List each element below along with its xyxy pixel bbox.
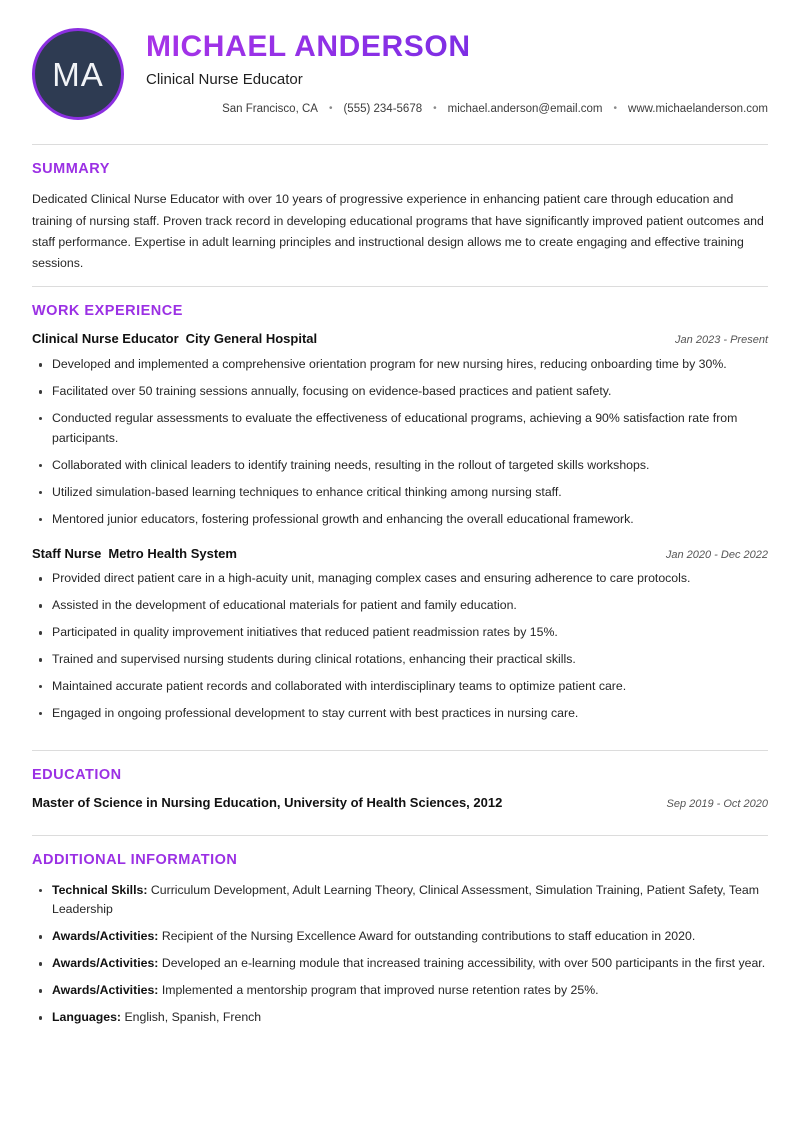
experience-job-title: Staff Nurse — [32, 545, 102, 561]
experience-date: Jan 2023 - Present — [675, 334, 768, 347]
contact-separator-icon: • — [433, 103, 437, 115]
experience-bullet-list — [32, 355, 768, 529]
experience-job-title: Clinical Nurse Educator — [32, 331, 179, 347]
additional-info-value: English, Spanish, French — [124, 1010, 262, 1025]
contact-separator-icon: • — [613, 103, 618, 115]
additional-info-value: Curriculum Development, Adult Learning Theory, Clinical Assessment, Simulation Training, Patient Safety, Team Leadership — [52, 882, 759, 917]
header-job-title: Clinical Nurse Educator — [146, 70, 303, 88]
experience-entry — [32, 331, 768, 529]
experience-entry-titles — [32, 546, 237, 563]
section-divider — [32, 144, 768, 145]
list-item — [32, 927, 768, 947]
list-item: Assisted in the development of educational materials for patient and family education. — [32, 596, 768, 616]
avatar-initials: MA — [52, 55, 104, 93]
section-additional-information — [32, 823, 768, 1028]
experience-entry-header — [32, 331, 768, 348]
list-item: Provided direct patient care in a high-acuity unit, managing complex cases and ensuring adherence to care protocols. — [32, 569, 768, 589]
list-item: Mentored junior educators, fostering professional growth and enhancing the overall educational framework. — [32, 510, 768, 530]
list-item: Trained and supervised nursing students during clinical rotations, enhancing their practical skills. — [32, 650, 768, 670]
list-item — [32, 881, 768, 921]
education-degree: Master of Science in Nursing Education, University of Health Sciences, 2012 — [32, 795, 503, 811]
list-item — [32, 954, 768, 974]
list-item: Facilitated over 50 training sessions annually, focusing on evidence-based practices and patient safety. — [32, 382, 768, 402]
additional-info-label: Awards/Activities: — [52, 956, 159, 971]
additional-info-list — [32, 881, 768, 1028]
section-divider — [32, 286, 768, 287]
additional-info-value: Developed an e-learning module that increased training accessibility, with over 500 participants in the first year. — [161, 956, 766, 971]
page-title: MICHAEL ANDERSON — [146, 30, 768, 64]
additional-info-label: Awards/Activities: — [52, 929, 159, 944]
education-entry-header — [32, 795, 768, 812]
section-education — [32, 738, 768, 812]
list-item: Developed and implemented a comprehensive orientation program for new nursing hires, reducing onboarding time by 30%. — [32, 355, 768, 375]
experience-entry — [32, 546, 768, 724]
contact-email[interactable]: michael.anderson@email.com — [447, 102, 603, 115]
experience-bullet-list — [32, 569, 768, 723]
section-divider — [32, 750, 768, 751]
additional-info-value: Implemented a mentorship program that improved nurse retention rates by 25%. — [161, 983, 599, 998]
section-summary — [32, 132, 768, 274]
experience-entry-header — [32, 546, 768, 563]
list-item: Maintained accurate patient records and collaborated with interdisciplinary teams to optimize patient care. — [32, 677, 768, 697]
list-item: Participated in quality improvement initiatives that reduced patient readmission rates by 15%. — [32, 623, 768, 643]
experience-company: Metro Health System — [108, 545, 237, 561]
summary-text: Dedicated Clinical Nurse Educator with over 10 years of progressive experience in enhancing patient care through education and training of nursing staff. Proven track record in developing educational programs that have significantly improved patient outcomes and staff performance. Expertise in adult learning principles and instructional design allows me to create engaging and effective training sessions. — [32, 192, 764, 270]
list-item — [32, 981, 768, 1001]
avatar — [32, 28, 124, 120]
additional-info-value: Recipient of the Nursing Excellence Award for outstanding contributions to staff education in 2020. — [161, 929, 696, 944]
list-item — [32, 1008, 768, 1028]
section-title-additional-information: ADDITIONAL INFORMATION — [32, 852, 238, 869]
header-text-block — [146, 26, 768, 116]
contact-location: San Francisco, CA — [222, 102, 318, 115]
education-entry — [32, 795, 768, 812]
experience-company: City General Hospital — [185, 331, 318, 347]
list-item: Engaged in ongoing professional development to stay current with best practices in nursing care. — [32, 704, 768, 724]
additional-info-label: Technical Skills: — [52, 882, 148, 897]
education-date: Sep 2019 - Oct 2020 — [666, 798, 768, 811]
contact-info — [146, 103, 768, 117]
section-work-experience — [32, 274, 768, 724]
list-item: Utilized simulation-based learning techniques to enhance critical thinking among nursing staff. — [32, 483, 768, 503]
section-title-education: EDUCATION — [32, 766, 122, 783]
experience-entry-titles — [32, 331, 317, 348]
list-item: Collaborated with clinical leaders to identify training needs, resulting in the rollout of targeted skills workshops. — [32, 456, 768, 476]
resume-header — [32, 0, 768, 132]
list-item: Conducted regular assessments to evaluate the effectiveness of educational programs, achieving a 90% satisfaction rate from participants. — [32, 409, 768, 449]
contact-separator-icon: • — [328, 103, 333, 115]
contact-phone[interactable]: (555) 234-5678 — [343, 102, 423, 115]
section-title-summary: SUMMARY — [32, 161, 110, 177]
additional-info-label: Languages: — [52, 1010, 122, 1025]
section-divider — [32, 835, 768, 836]
additional-info-label: Awards/Activities: — [52, 983, 159, 998]
section-title-work-experience: WORK EXPERIENCE — [32, 302, 183, 319]
experience-date: Jan 2020 - Dec 2022 — [665, 548, 768, 561]
contact-website[interactable]: www.michaelanderson.com — [628, 102, 768, 115]
